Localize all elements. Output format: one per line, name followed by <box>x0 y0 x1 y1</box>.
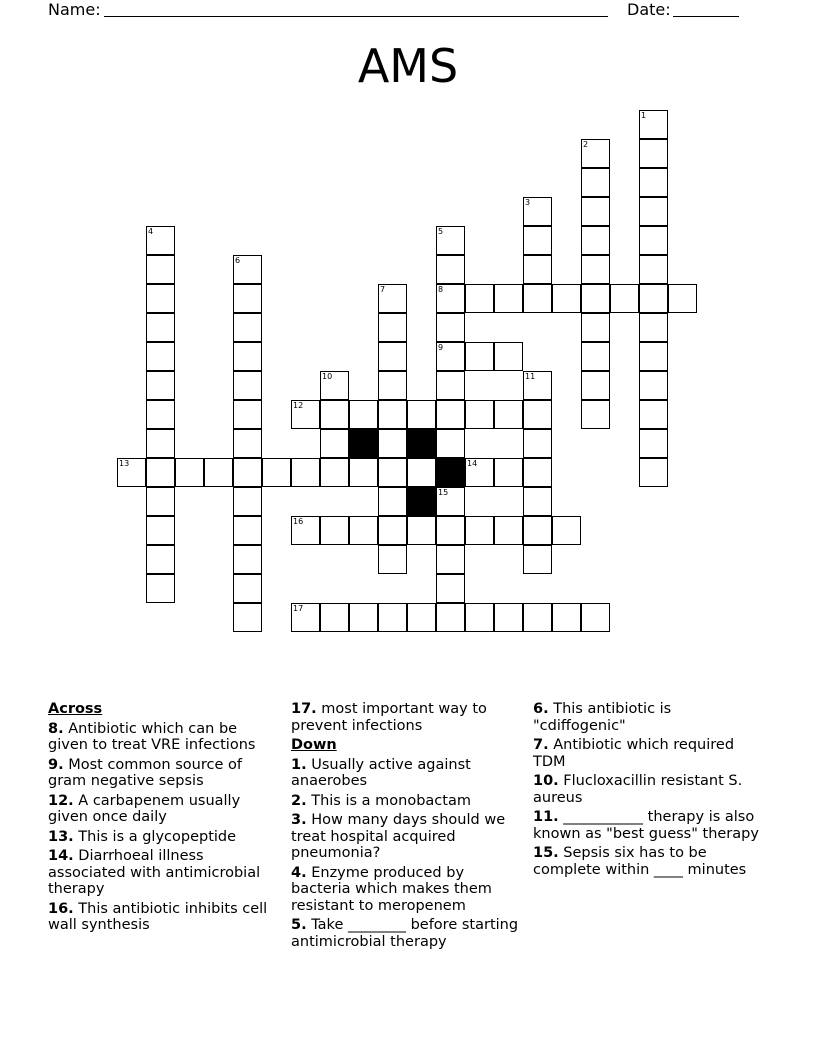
grid-cell[interactable] <box>378 516 407 545</box>
grid-cell[interactable] <box>552 284 581 313</box>
grid-cell[interactable] <box>378 313 407 342</box>
grid-cell[interactable] <box>146 516 175 545</box>
grid-cell[interactable] <box>146 226 175 255</box>
grid-cell[interactable] <box>291 603 320 632</box>
grid-cell[interactable] <box>320 603 349 632</box>
grid-cell[interactable] <box>581 139 610 168</box>
grid-cell[interactable] <box>552 516 581 545</box>
grid-cell[interactable] <box>233 603 262 632</box>
grid-cell[interactable] <box>378 429 407 458</box>
puzzle-title: AMS <box>357 39 459 93</box>
clue-down-11: 11. ___________ therapy is also known as "best guess" therapy <box>533 809 759 842</box>
grid-cell[interactable] <box>233 429 262 458</box>
grid-cell[interactable] <box>639 400 668 429</box>
grid-cell[interactable] <box>436 487 465 516</box>
grid-cell[interactable] <box>146 487 175 516</box>
grid-cell[interactable] <box>378 458 407 487</box>
grid-cell[interactable] <box>523 545 552 574</box>
grid-cell[interactable] <box>639 313 668 342</box>
grid-cell[interactable] <box>639 284 668 313</box>
grid-cell[interactable] <box>146 545 175 574</box>
grid-cell[interactable] <box>639 139 668 168</box>
clue-down-1: 1. Usually active against anaerobes <box>291 756 471 789</box>
grid-cell[interactable] <box>465 603 494 632</box>
grid-cell[interactable] <box>320 400 349 429</box>
grid-cell[interactable] <box>146 342 175 371</box>
grid-cell[interactable] <box>523 458 552 487</box>
grid-cell[interactable] <box>523 371 552 400</box>
grid-cell[interactable] <box>146 400 175 429</box>
clue-number: 10 <box>322 372 333 381</box>
grid-cell[interactable] <box>146 458 175 487</box>
grid-cell[interactable] <box>407 603 436 632</box>
grid-cell[interactable] <box>581 226 610 255</box>
clue-down-6: 6. This antibiotic is "cdiffogenic" <box>533 701 672 734</box>
clue-number: 8 <box>438 285 444 294</box>
grid-cell[interactable] <box>349 458 378 487</box>
clues-column-3 <box>533 701 765 881</box>
grid-cell[interactable] <box>639 458 668 487</box>
grid-cell[interactable] <box>233 284 262 313</box>
grid-cell[interactable] <box>523 429 552 458</box>
clue-down-2: 2. This is a monobactam <box>291 792 471 809</box>
grid-cell[interactable] <box>639 342 668 371</box>
clue-number: 14 <box>467 459 478 468</box>
clue-down-5: 5. Take ________ before starting antimicrobial therapy <box>291 917 519 950</box>
grid-cell[interactable] <box>610 284 639 313</box>
clue-number: 17 <box>293 604 304 613</box>
grid-cell[interactable] <box>291 400 320 429</box>
clue-number: 5 <box>438 227 444 236</box>
grid-cell[interactable] <box>233 574 262 603</box>
grid-cell[interactable] <box>146 313 175 342</box>
grid-cell[interactable] <box>639 255 668 284</box>
grid-cell[interactable] <box>639 197 668 226</box>
clues-column-2 <box>291 701 523 953</box>
grid-cell[interactable] <box>407 516 436 545</box>
grid-cell[interactable] <box>349 516 378 545</box>
grid-cell[interactable] <box>436 226 465 255</box>
clue-down-4: 4. Enzyme produced by bacteria which makes them resistant to meropenem <box>291 864 492 914</box>
clue-across-12: 12. A carbapenem usually given once daily <box>48 792 241 825</box>
grid-cell[interactable] <box>436 574 465 603</box>
clue-number: 6 <box>235 256 241 265</box>
grid-cell[interactable] <box>523 603 552 632</box>
grid-cell[interactable] <box>233 255 262 284</box>
grid-cell[interactable] <box>494 284 523 313</box>
grid-cell[interactable] <box>436 603 465 632</box>
date-label: Date: <box>627 0 671 19</box>
grid-cell[interactable] <box>523 197 552 226</box>
grid-cell[interactable] <box>639 429 668 458</box>
clue-number: 15 <box>438 488 449 497</box>
grid-cell[interactable] <box>581 400 610 429</box>
grid-cell[interactable] <box>494 400 523 429</box>
grid-cell[interactable] <box>639 110 668 139</box>
grid-cell[interactable] <box>233 516 262 545</box>
grid-cell[interactable] <box>291 458 320 487</box>
grid-cell[interactable] <box>378 284 407 313</box>
clue-across-8: 8. Antibiotic which can be given to treat VRE infections <box>48 720 256 753</box>
grid-cell[interactable] <box>378 400 407 429</box>
grid-cell[interactable] <box>523 516 552 545</box>
grid-cell[interactable] <box>320 371 349 400</box>
clue-number: 13 <box>119 459 130 468</box>
grid-cell[interactable] <box>639 168 668 197</box>
name-label: Name: <box>48 0 101 19</box>
grid-cell[interactable] <box>494 516 523 545</box>
grid-cell[interactable] <box>639 226 668 255</box>
grid-cell[interactable] <box>581 603 610 632</box>
grid-cell[interactable] <box>581 168 610 197</box>
grid-cell[interactable] <box>378 342 407 371</box>
grid-cell[interactable] <box>523 284 552 313</box>
grid-cell[interactable] <box>523 226 552 255</box>
grid-cell[interactable] <box>436 516 465 545</box>
clue-down-3: 3. How many days should we treat hospital acquired pneumonia? <box>291 812 506 861</box>
grid-cell[interactable] <box>146 429 175 458</box>
grid-cell[interactable] <box>581 371 610 400</box>
clue-number: 11 <box>525 372 536 381</box>
clue-down-15: 15. Sepsis six has to be complete within ____ minutes <box>533 845 747 878</box>
grid-cell[interactable] <box>494 342 523 371</box>
grid-cell[interactable] <box>233 400 262 429</box>
grid-cell[interactable] <box>465 458 494 487</box>
clue-number: 16 <box>293 517 304 526</box>
blocked-cell <box>407 429 436 458</box>
grid-cell[interactable] <box>378 487 407 516</box>
clue-across-17: 17. most important way to prevent infections <box>291 701 487 734</box>
clue-down-10: 10. Flucloxacillin resistant S. aureus <box>533 773 743 806</box>
grid-cell[interactable] <box>378 371 407 400</box>
blocked-cell <box>407 487 436 516</box>
grid-cell[interactable] <box>581 255 610 284</box>
grid-cell[interactable] <box>581 342 610 371</box>
grid-cell[interactable] <box>436 284 465 313</box>
grid-cell[interactable] <box>436 429 465 458</box>
grid-cell[interactable] <box>465 516 494 545</box>
grid-cell[interactable] <box>233 458 262 487</box>
grid-cell[interactable] <box>233 342 262 371</box>
clues-column-1 <box>48 701 280 937</box>
clue-number: 3 <box>525 198 531 207</box>
grid-cell[interactable] <box>262 458 291 487</box>
grid-cell[interactable] <box>523 487 552 516</box>
grid-cell[interactable] <box>117 458 146 487</box>
grid-cell[interactable] <box>436 400 465 429</box>
grid-cell[interactable] <box>320 516 349 545</box>
clue-across-16: 16. This antibiotic inhibits cell wall synthesis <box>48 900 268 933</box>
grid-cell[interactable] <box>436 342 465 371</box>
grid-cell[interactable] <box>639 371 668 400</box>
clue-down-7: 7. Antibiotic which required TDM <box>533 737 735 770</box>
grid-cell[interactable] <box>523 255 552 284</box>
grid-cell[interactable] <box>581 197 610 226</box>
grid-cell[interactable] <box>146 284 175 313</box>
grid-cell[interactable] <box>494 603 523 632</box>
clue-across-9: 9. Most common source of gram negative sepsis <box>48 756 242 789</box>
grid-cell[interactable] <box>233 371 262 400</box>
grid-cell[interactable] <box>146 371 175 400</box>
grid-cell[interactable] <box>320 458 349 487</box>
grid-cell[interactable] <box>233 487 262 516</box>
grid-cell[interactable] <box>233 313 262 342</box>
grid-cell[interactable] <box>436 313 465 342</box>
grid-cell[interactable] <box>465 342 494 371</box>
grid-cell[interactable] <box>436 255 465 284</box>
grid-cell[interactable] <box>146 574 175 603</box>
clue-number: 7 <box>380 285 386 294</box>
grid-cell[interactable] <box>320 429 349 458</box>
grid-cell[interactable] <box>523 400 552 429</box>
clue-across-14: 14. Diarrhoeal illness associated with antimicrobial therapy <box>48 848 261 897</box>
across-heading: Across <box>48 701 103 717</box>
grid-cell[interactable] <box>204 458 233 487</box>
grid-cell[interactable] <box>465 400 494 429</box>
grid-cell[interactable] <box>291 516 320 545</box>
grid-cell[interactable] <box>349 400 378 429</box>
clue-number: 1 <box>641 111 647 120</box>
grid-cell[interactable] <box>407 400 436 429</box>
grid-cell[interactable] <box>581 313 610 342</box>
clue-number: 2 <box>583 140 589 149</box>
grid-cell[interactable] <box>175 458 204 487</box>
grid-cell[interactable] <box>494 458 523 487</box>
grid-cell[interactable] <box>378 545 407 574</box>
blocked-cell <box>349 429 378 458</box>
grid-cell[interactable] <box>465 284 494 313</box>
grid-cell[interactable] <box>668 284 697 313</box>
grid-cell[interactable] <box>407 458 436 487</box>
blocked-cell <box>436 458 465 487</box>
down-heading: Down <box>291 737 337 753</box>
grid-cell[interactable] <box>349 603 378 632</box>
grid-cell[interactable] <box>581 284 610 313</box>
grid-cell[interactable] <box>552 603 581 632</box>
grid-cell[interactable] <box>436 545 465 574</box>
grid-cell[interactable] <box>436 371 465 400</box>
grid-cell[interactable] <box>146 255 175 284</box>
clue-number: 9 <box>438 343 444 352</box>
clue-number: 4 <box>148 227 154 236</box>
grid-cell[interactable] <box>233 545 262 574</box>
clue-number: 12 <box>293 401 304 410</box>
grid-cell[interactable] <box>378 603 407 632</box>
clue-across-13: 13. This is a glycopeptide <box>48 828 237 845</box>
